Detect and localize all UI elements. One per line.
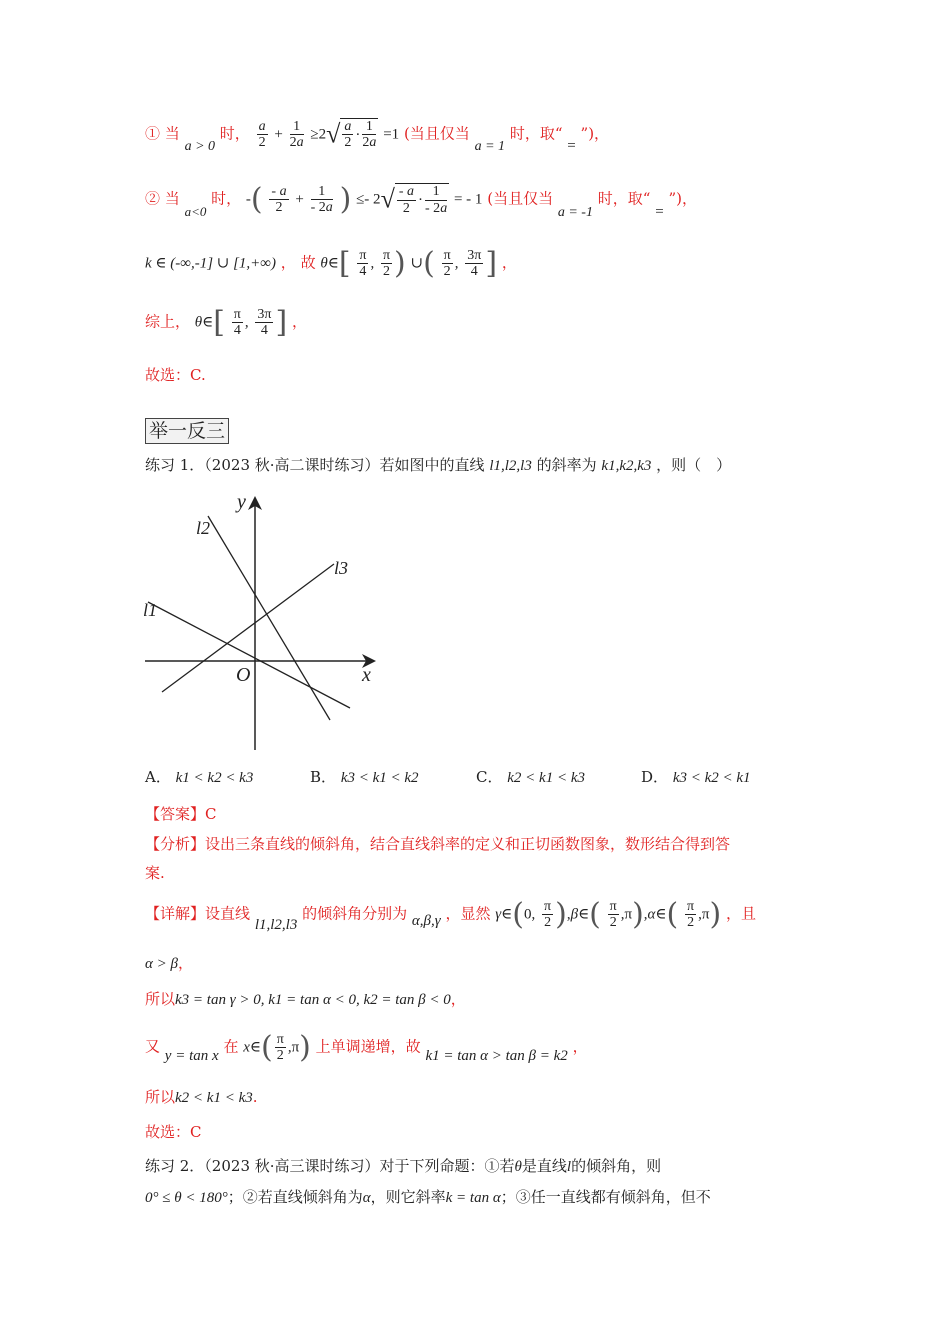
option-a-letter: A． xyxy=(145,768,171,786)
section-heading: 举一反三 xyxy=(145,418,229,444)
option-c-letter: C． xyxy=(476,768,503,786)
origin-label: O xyxy=(236,664,251,686)
so1-end: ， xyxy=(450,990,466,1008)
line-l1 xyxy=(148,602,350,708)
option-b-expr: k3 < k1 < k2 xyxy=(340,770,419,786)
case1-cond: a > 0 xyxy=(184,139,216,155)
summary-label: 综上， xyxy=(145,312,191,331)
ex2-kexpr: k = tan α xyxy=(445,1190,501,1206)
detail-t3: ，显然 xyxy=(445,904,491,923)
exercise2-stem-2 xyxy=(145,1186,711,1207)
detail-t1: 设直线 xyxy=(205,904,251,923)
summary-line: 综上， θ∈[ $\frac{\pi}{4}$ , $\frac{3\pi}{4}$ ] ， xyxy=(145,305,307,340)
l1-label: l1 xyxy=(143,600,158,620)
case1-t2: 时，取“ xyxy=(509,124,563,143)
also-label: 又 xyxy=(145,1037,161,1056)
case2-sym: = xyxy=(655,203,664,220)
also-fn: y = tan x xyxy=(164,1047,219,1064)
analysis-line-2: 案. xyxy=(145,864,165,882)
option-a[interactable] xyxy=(145,766,253,787)
ex2-prefix: 练习 2．（2023 秋·高三课时练习）对于下列命题：①若 xyxy=(145,1157,515,1175)
exercise2-stem-1 xyxy=(145,1155,661,1176)
case1-t3: ”)， xyxy=(580,124,610,143)
case2-t3: ”)， xyxy=(668,189,697,208)
case1-t1: 时， xyxy=(219,124,250,143)
case1-line: ① 当 a > 0 时， $\frac{a}{2}$ + $\frac{1}{2a}$ ≥2√ $\frac{a}{2}$ · $\frac{1}{2a}$ =1 (当且仅当 a = 1 时，取“ = ”)， xyxy=(145,118,610,155)
case2-note: (当且仅当 xyxy=(487,189,554,208)
ex2-t4: ，则它斜率 xyxy=(370,1188,446,1206)
ex1-prefix: 练习 1．（2023 秋·高二课时练习）若如图中的直线 xyxy=(145,456,485,474)
slope-figure xyxy=(140,488,390,758)
ex2-t3: ；②若直线倾斜角为 xyxy=(227,1188,363,1206)
also-t1: 在 xyxy=(223,1037,239,1056)
also-t2: 上单调递增，故 xyxy=(315,1037,421,1056)
ex2-t2: 的倾斜角，则 xyxy=(571,1157,662,1175)
case1-sym: = xyxy=(567,138,576,155)
ex2-range: 0° ≤ θ < 180° xyxy=(145,1190,228,1206)
so1-expr: k3 = tan γ > 0, k1 = tan α < 0, k2 = tan β < 0 xyxy=(175,992,451,1008)
exercise1-stem xyxy=(145,454,731,475)
ex1-end: ，则（ ） xyxy=(656,456,732,474)
ex2-alpha: α xyxy=(362,1190,371,1206)
ex1-ks: k1,k2,k3 xyxy=(601,458,652,474)
option-b-letter: B． xyxy=(310,768,337,786)
detail-line: 【详解】设直线 l1,l2,l3 的倾斜角分别为 α,β,γ ，显然 γ∈(0, $\frac{\pi}{2}$ ),β∈( $\frac{\pi}{2}$ ,π),α∈( $\frac{\pi}{2}$ ,π) ，且 xyxy=(145,897,756,933)
also-line: 又 y = tan x 在 x∈( $\frac{\pi}{2}$ ,π) 上单调递增，故 k1 = tan α > tan β = k2 ， xyxy=(145,1030,588,1065)
k-range: k ∈ (-∞,-1] ∪ [1,+∞) xyxy=(145,255,276,272)
line-l2 xyxy=(208,516,330,720)
ex2-l: l xyxy=(566,1159,572,1175)
choice-line-1: 故选：C. xyxy=(145,366,206,384)
case1-prefix: ① 当 xyxy=(145,124,180,143)
case2-cond: a<0 xyxy=(184,203,207,219)
so-line-1 xyxy=(145,988,466,1009)
also-end: ， xyxy=(572,1037,588,1056)
detail-t4: ，且 xyxy=(725,904,756,923)
detail-cont-expr: α > β xyxy=(145,956,178,972)
answer-value: C xyxy=(205,805,217,823)
case2-prefix: ② 当 xyxy=(145,189,180,208)
option-c-expr: k2 < k1 < k3 xyxy=(507,770,585,786)
analysis-text-1: 设出三条直线的倾斜角，结合直线斜率的定义和正切函数图象，数形结合得到答 xyxy=(205,835,731,853)
x-label: x xyxy=(362,664,371,686)
case1-frac-1-2a: $\frac{1}{2a}$ xyxy=(289,118,304,150)
l3-label: l3 xyxy=(334,558,349,578)
case1-frac-a2: $\frac{a}{2}$ xyxy=(258,118,266,150)
option-c[interactable] xyxy=(476,766,585,787)
detail-cont-end: ， xyxy=(177,954,193,972)
analysis-line-1 xyxy=(145,833,730,854)
detail-tag: 【详解】 xyxy=(145,904,206,923)
ex2-t5: ；③任一直线都有倾斜角，但不 xyxy=(500,1188,711,1206)
option-b[interactable] xyxy=(310,766,419,787)
so-line-2 xyxy=(145,1086,258,1107)
detail-angles: α,β,γ xyxy=(411,912,441,929)
option-a-expr: k1 < k2 < k3 xyxy=(175,770,254,786)
answer-tag: 【答案】 xyxy=(145,805,206,823)
ex2-t1: 是直线 xyxy=(521,1157,567,1175)
l2-label: l2 xyxy=(196,518,211,538)
so1-label: 所以 xyxy=(145,990,176,1008)
range-sep: ， xyxy=(280,253,296,272)
case1-eq: a = 1 xyxy=(474,139,506,155)
detail-lines: l1,l2,l3 xyxy=(254,916,298,933)
case2-eq: a = -1 xyxy=(557,204,593,220)
range-end: ， xyxy=(501,253,517,272)
also-expr: k1 = tan α > tan β = k2 xyxy=(425,1047,568,1064)
option-d-expr: k3 < k2 < k1 xyxy=(672,770,751,786)
case2-line: ② 当 a<0 时， -( $\frac{- a}{2}$ + $\frac{1}{- 2a}$ ) ≤- 2√ $\frac{- a}{2}$ · $\frac{1}{- 2a}$ = - 1 (当且仅当 a = -1 时，取“ = ”)， xyxy=(145,182,697,220)
ex1-mid: 的斜率为 xyxy=(536,456,597,474)
detail-cont xyxy=(145,952,193,973)
case2-t2: 时，取“ xyxy=(597,189,651,208)
range-gu: 故 xyxy=(300,253,316,272)
analysis-tag: 【分析】 xyxy=(145,835,206,853)
answer-line xyxy=(145,803,217,824)
summary-end: ， xyxy=(291,312,307,331)
choice-line-2: 故选：C xyxy=(145,1123,202,1141)
so2-end: . xyxy=(252,1088,258,1106)
so2-label: 所以 xyxy=(145,1088,176,1106)
so2-expr: k2 < k1 < k3 xyxy=(175,1090,253,1106)
detail-t2: 的倾斜角分别为 xyxy=(302,904,408,923)
ex1-lines: l1,l2,l3 xyxy=(489,458,532,474)
case1-note: (当且仅当 xyxy=(403,124,470,143)
range-line: k ∈ (-∞,-1] ∪ [1,+∞) ， 故 θ∈[ $\frac{\pi}{4}$ , $\frac{\pi}{2}$ ) ∪( $\frac{\pi}{2}$ , $\frac{3\pi}{4}$ ] ， xyxy=(145,246,517,281)
case2-t1: 时， xyxy=(211,189,242,208)
ex2-theta: θ xyxy=(514,1159,522,1175)
option-d[interactable] xyxy=(641,766,751,787)
option-d-letter: D． xyxy=(641,768,669,786)
y-label: y xyxy=(237,491,246,513)
